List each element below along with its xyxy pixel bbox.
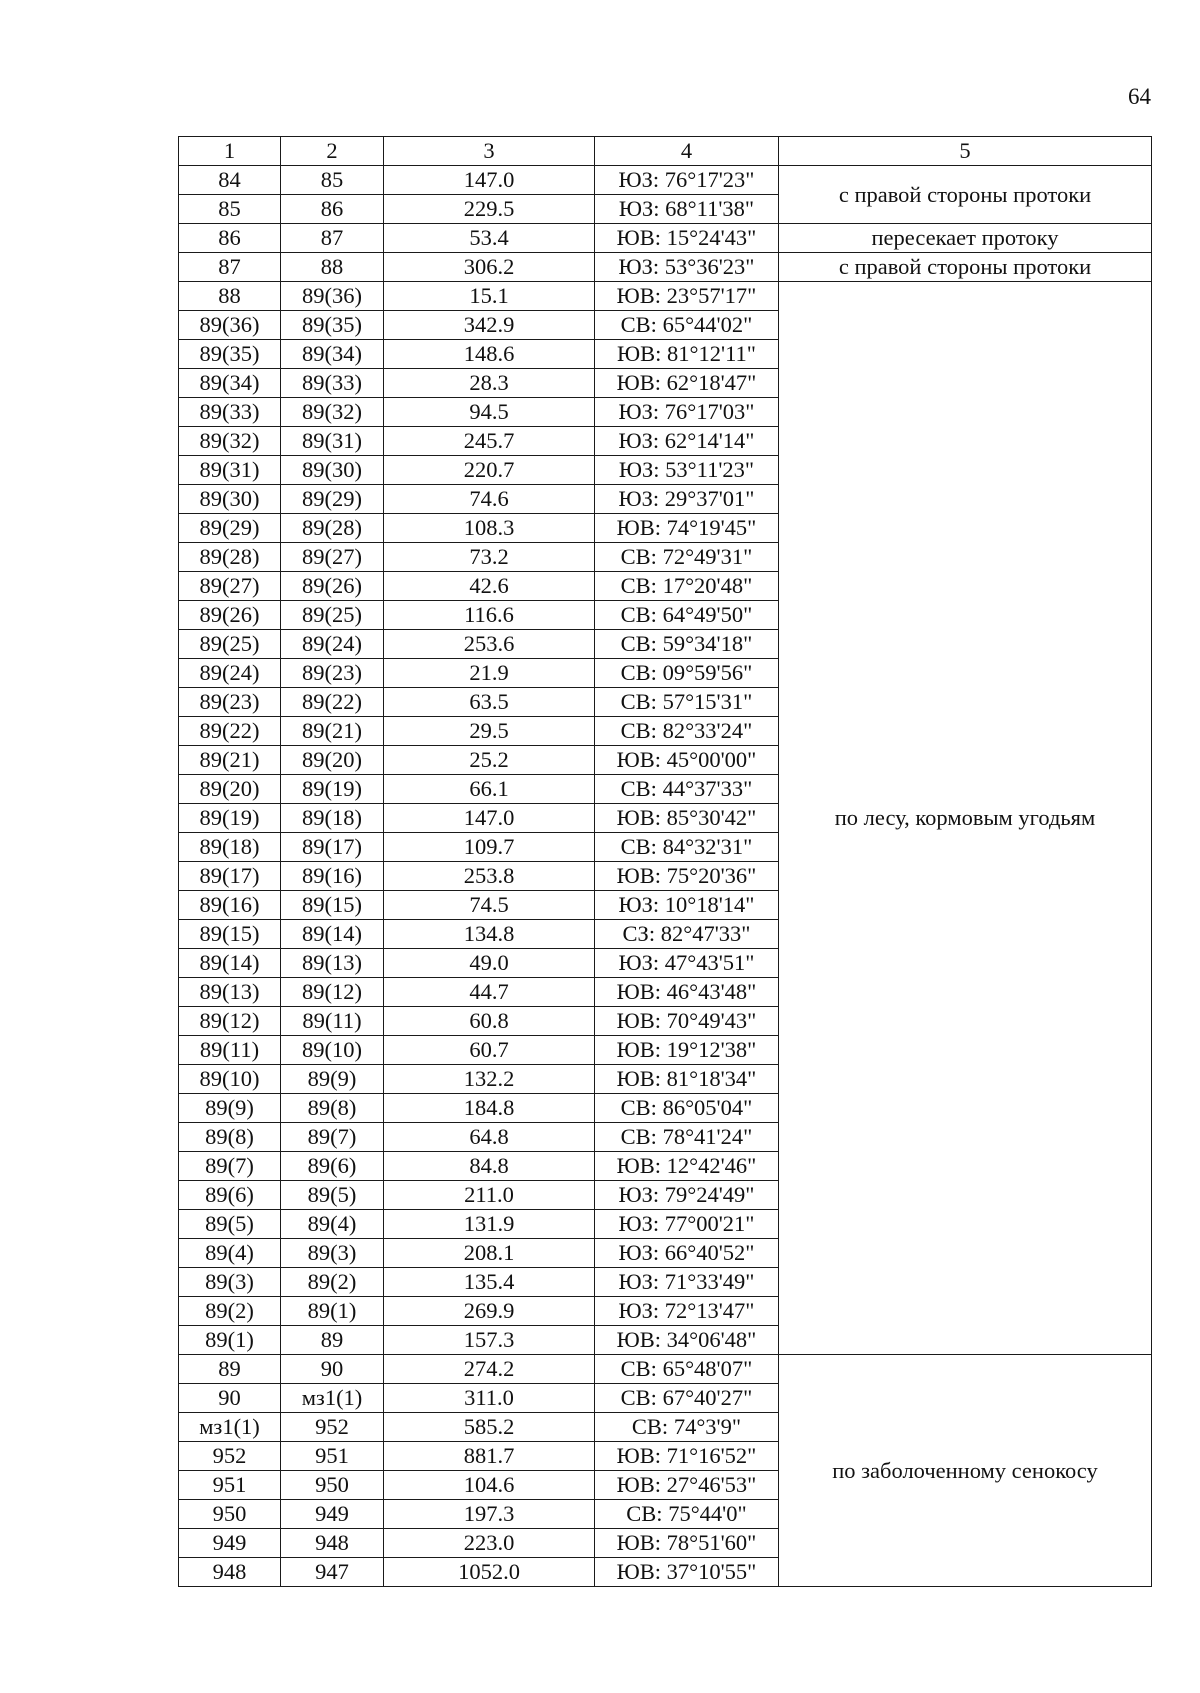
length-cell: 274.2 bbox=[384, 1355, 595, 1384]
bearing-cell: ЮВ: 74°19'45" bbox=[595, 514, 779, 543]
bearing-cell: СВ: 84°32'31" bbox=[595, 833, 779, 862]
from-point-cell: 85 bbox=[179, 195, 281, 224]
length-cell: 881.7 bbox=[384, 1442, 595, 1471]
to-point-cell: 89(8) bbox=[281, 1094, 384, 1123]
to-point-cell: 89(34) bbox=[281, 340, 384, 369]
to-point-cell: 952 bbox=[281, 1413, 384, 1442]
bearing-cell: ЮЗ: 47°43'51" bbox=[595, 949, 779, 978]
length-cell: 64.8 bbox=[384, 1123, 595, 1152]
to-point-cell: 87 bbox=[281, 224, 384, 253]
from-point-cell: 89(12) bbox=[179, 1007, 281, 1036]
bearing-cell: СВ: 59°34'18" bbox=[595, 630, 779, 659]
bearing-cell: ЮВ: 85°30'42" bbox=[595, 804, 779, 833]
length-cell: 116.6 bbox=[384, 601, 595, 630]
from-point-cell: 89(32) bbox=[179, 427, 281, 456]
bearing-cell: ЮВ: 81°12'11" bbox=[595, 340, 779, 369]
from-point-cell: 89(10) bbox=[179, 1065, 281, 1094]
length-cell: 311.0 bbox=[384, 1384, 595, 1413]
bearing-cell: СЗ: 82°47'33" bbox=[595, 920, 779, 949]
to-point-cell: 89(28) bbox=[281, 514, 384, 543]
table-row bbox=[179, 253, 1152, 282]
from-point-cell: 950 bbox=[179, 1500, 281, 1529]
bearing-cell: ЮЗ: 76°17'23" bbox=[595, 166, 779, 195]
length-cell: 74.5 bbox=[384, 891, 595, 920]
length-cell: 211.0 bbox=[384, 1181, 595, 1210]
from-point-cell: 89(9) bbox=[179, 1094, 281, 1123]
to-point-cell: 89(4) bbox=[281, 1210, 384, 1239]
bearing-cell: СВ: 86°05'04" bbox=[595, 1094, 779, 1123]
description-cell: с правой стороны протоки bbox=[779, 166, 1152, 224]
length-cell: 134.8 bbox=[384, 920, 595, 949]
to-point-cell: 89(32) bbox=[281, 398, 384, 427]
from-point-cell: 87 bbox=[179, 253, 281, 282]
bearing-cell: ЮЗ: 53°11'23" bbox=[595, 456, 779, 485]
table-row bbox=[179, 1355, 1152, 1384]
length-cell: 60.8 bbox=[384, 1007, 595, 1036]
bearing-cell: СВ: 65°44'02" bbox=[595, 311, 779, 340]
bearing-cell: ЮЗ: 29°37'01" bbox=[595, 485, 779, 514]
to-point-cell: 89(14) bbox=[281, 920, 384, 949]
bearing-cell: СВ: 67°40'27" bbox=[595, 1384, 779, 1413]
to-point-cell: 89(29) bbox=[281, 485, 384, 514]
length-cell: 147.0 bbox=[384, 166, 595, 195]
to-point-cell: 951 bbox=[281, 1442, 384, 1471]
length-cell: 109.7 bbox=[384, 833, 595, 862]
to-point-cell: 89(22) bbox=[281, 688, 384, 717]
from-point-cell: 89(24) bbox=[179, 659, 281, 688]
bearing-cell: ЮЗ: 62°14'14" bbox=[595, 427, 779, 456]
length-cell: 63.5 bbox=[384, 688, 595, 717]
from-point-cell: 89(13) bbox=[179, 978, 281, 1007]
to-point-cell: 89(1) bbox=[281, 1297, 384, 1326]
length-cell: 132.2 bbox=[384, 1065, 595, 1094]
length-cell: 60.7 bbox=[384, 1036, 595, 1065]
length-cell: 73.2 bbox=[384, 543, 595, 572]
bearing-cell: ЮВ: 27°46'53" bbox=[595, 1471, 779, 1500]
to-point-cell: 89(6) bbox=[281, 1152, 384, 1181]
from-point-cell: 952 bbox=[179, 1442, 281, 1471]
description-cell: пересекает протоку bbox=[779, 224, 1152, 253]
length-cell: 184.8 bbox=[384, 1094, 595, 1123]
length-cell: 306.2 bbox=[384, 253, 595, 282]
boundary-table bbox=[178, 136, 1152, 1587]
length-cell: 28.3 bbox=[384, 369, 595, 398]
to-point-cell: 949 bbox=[281, 1500, 384, 1529]
bearing-cell: ЮЗ: 77°00'21" bbox=[595, 1210, 779, 1239]
bearing-cell: ЮЗ: 72°13'47" bbox=[595, 1297, 779, 1326]
bearing-cell: СВ: 82°33'24" bbox=[595, 717, 779, 746]
length-cell: 585.2 bbox=[384, 1413, 595, 1442]
to-point-cell: 89(12) bbox=[281, 978, 384, 1007]
bearing-cell: ЮЗ: 71°33'49" bbox=[595, 1268, 779, 1297]
from-point-cell: 89(14) bbox=[179, 949, 281, 978]
bearing-cell: ЮЗ: 76°17'03" bbox=[595, 398, 779, 427]
from-point-cell: 951 bbox=[179, 1471, 281, 1500]
length-cell: 42.6 bbox=[384, 572, 595, 601]
header-cell: 2 bbox=[281, 137, 384, 166]
from-point-cell: 89(20) bbox=[179, 775, 281, 804]
to-point-cell: 89(19) bbox=[281, 775, 384, 804]
to-point-cell: 89(31) bbox=[281, 427, 384, 456]
length-cell: 21.9 bbox=[384, 659, 595, 688]
to-point-cell: 89(18) bbox=[281, 804, 384, 833]
length-cell: 197.3 bbox=[384, 1500, 595, 1529]
bearing-cell: ЮВ: 12°42'46" bbox=[595, 1152, 779, 1181]
from-point-cell: 89 bbox=[179, 1355, 281, 1384]
from-point-cell: 89(21) bbox=[179, 746, 281, 775]
length-cell: 74.6 bbox=[384, 485, 595, 514]
bearing-cell: СВ: 44°37'33" bbox=[595, 775, 779, 804]
to-point-cell: 89 bbox=[281, 1326, 384, 1355]
length-cell: 44.7 bbox=[384, 978, 595, 1007]
header-cell: 3 bbox=[384, 137, 595, 166]
length-cell: 245.7 bbox=[384, 427, 595, 456]
from-point-cell: 89(29) bbox=[179, 514, 281, 543]
from-point-cell: 89(34) bbox=[179, 369, 281, 398]
to-point-cell: 89(24) bbox=[281, 630, 384, 659]
to-point-cell: 89(25) bbox=[281, 601, 384, 630]
from-point-cell: 89(22) bbox=[179, 717, 281, 746]
header-cell: 5 bbox=[779, 137, 1152, 166]
bearing-cell: СВ: 57°15'31" bbox=[595, 688, 779, 717]
bearing-cell: СВ: 65°48'07" bbox=[595, 1355, 779, 1384]
bearing-cell: ЮВ: 23°57'17" bbox=[595, 282, 779, 311]
bearing-cell: ЮЗ: 68°11'38" bbox=[595, 195, 779, 224]
bearing-cell: СВ: 09°59'56" bbox=[595, 659, 779, 688]
description-cell: по заболоченному сенокосу bbox=[779, 1355, 1152, 1587]
length-cell: 49.0 bbox=[384, 949, 595, 978]
length-cell: 208.1 bbox=[384, 1239, 595, 1268]
to-point-cell: 89(36) bbox=[281, 282, 384, 311]
from-point-cell: 89(35) bbox=[179, 340, 281, 369]
from-point-cell: 89(31) bbox=[179, 456, 281, 485]
bearing-cell: ЮВ: 62°18'47" bbox=[595, 369, 779, 398]
bearing-cell: ЮВ: 81°18'34" bbox=[595, 1065, 779, 1094]
length-cell: 229.5 bbox=[384, 195, 595, 224]
header-row bbox=[179, 137, 1152, 166]
from-point-cell: 949 bbox=[179, 1529, 281, 1558]
from-point-cell: 89(3) bbox=[179, 1268, 281, 1297]
from-point-cell: 89(4) bbox=[179, 1239, 281, 1268]
to-point-cell: мз1(1) bbox=[281, 1384, 384, 1413]
to-point-cell: 89(15) bbox=[281, 891, 384, 920]
length-cell: 157.3 bbox=[384, 1326, 595, 1355]
from-point-cell: 89(11) bbox=[179, 1036, 281, 1065]
to-point-cell: 89(9) bbox=[281, 1065, 384, 1094]
from-point-cell: 89(19) bbox=[179, 804, 281, 833]
bearing-cell: ЮЗ: 79°24'49" bbox=[595, 1181, 779, 1210]
bearing-cell: ЮВ: 75°20'36" bbox=[595, 862, 779, 891]
to-point-cell: 89(20) bbox=[281, 746, 384, 775]
table-row bbox=[179, 224, 1152, 253]
bearing-cell: СВ: 74°3'9" bbox=[595, 1413, 779, 1442]
length-cell: 135.4 bbox=[384, 1268, 595, 1297]
from-point-cell: 89(33) bbox=[179, 398, 281, 427]
to-point-cell: 89(10) bbox=[281, 1036, 384, 1065]
to-point-cell: 89(30) bbox=[281, 456, 384, 485]
bearing-cell: ЮЗ: 53°36'23" bbox=[595, 253, 779, 282]
from-point-cell: 89(30) bbox=[179, 485, 281, 514]
to-point-cell: 89(2) bbox=[281, 1268, 384, 1297]
length-cell: 53.4 bbox=[384, 224, 595, 253]
length-cell: 147.0 bbox=[384, 804, 595, 833]
to-point-cell: 89(17) bbox=[281, 833, 384, 862]
length-cell: 223.0 bbox=[384, 1529, 595, 1558]
from-point-cell: 948 bbox=[179, 1558, 281, 1587]
to-point-cell: 89(26) bbox=[281, 572, 384, 601]
from-point-cell: 89(27) bbox=[179, 572, 281, 601]
from-point-cell: 89(36) bbox=[179, 311, 281, 340]
to-point-cell: 89(35) bbox=[281, 311, 384, 340]
from-point-cell: 90 bbox=[179, 1384, 281, 1413]
from-point-cell: 89(23) bbox=[179, 688, 281, 717]
length-cell: 1052.0 bbox=[384, 1558, 595, 1587]
to-point-cell: 89(7) bbox=[281, 1123, 384, 1152]
to-point-cell: 89(33) bbox=[281, 369, 384, 398]
to-point-cell: 86 bbox=[281, 195, 384, 224]
from-point-cell: 89(17) bbox=[179, 862, 281, 891]
page-number: 64 bbox=[1128, 84, 1151, 109]
from-point-cell: 89(7) bbox=[179, 1152, 281, 1181]
from-point-cell: 84 bbox=[179, 166, 281, 195]
to-point-cell: 89(16) bbox=[281, 862, 384, 891]
to-point-cell: 89(11) bbox=[281, 1007, 384, 1036]
bearing-cell: ЮВ: 15°24'43" bbox=[595, 224, 779, 253]
to-point-cell: 950 bbox=[281, 1471, 384, 1500]
to-point-cell: 85 bbox=[281, 166, 384, 195]
bearing-cell: СВ: 64°49'50" bbox=[595, 601, 779, 630]
from-point-cell: 89(25) bbox=[179, 630, 281, 659]
from-point-cell: мз1(1) bbox=[179, 1413, 281, 1442]
to-point-cell: 89(21) bbox=[281, 717, 384, 746]
from-point-cell: 89(28) bbox=[179, 543, 281, 572]
to-point-cell: 89(23) bbox=[281, 659, 384, 688]
from-point-cell: 89(18) bbox=[179, 833, 281, 862]
length-cell: 131.9 bbox=[384, 1210, 595, 1239]
bearing-cell: ЮВ: 70°49'43" bbox=[595, 1007, 779, 1036]
bearing-cell: ЮВ: 19°12'38" bbox=[595, 1036, 779, 1065]
length-cell: 253.6 bbox=[384, 630, 595, 659]
from-point-cell: 89(2) bbox=[179, 1297, 281, 1326]
table-row bbox=[179, 282, 1152, 311]
to-point-cell: 90 bbox=[281, 1355, 384, 1384]
header-cell: 4 bbox=[595, 137, 779, 166]
bearing-cell: ЮВ: 78°51'60" bbox=[595, 1529, 779, 1558]
from-point-cell: 86 bbox=[179, 224, 281, 253]
bearing-cell: ЮВ: 45°00'00" bbox=[595, 746, 779, 775]
length-cell: 253.8 bbox=[384, 862, 595, 891]
to-point-cell: 88 bbox=[281, 253, 384, 282]
bearing-cell: ЮВ: 34°06'48" bbox=[595, 1326, 779, 1355]
bearing-cell: ЮВ: 71°16'52" bbox=[595, 1442, 779, 1471]
bearing-cell: СВ: 78°41'24" bbox=[595, 1123, 779, 1152]
length-cell: 84.8 bbox=[384, 1152, 595, 1181]
to-point-cell: 948 bbox=[281, 1529, 384, 1558]
description-cell: с правой стороны протоки bbox=[779, 253, 1152, 282]
length-cell: 25.2 bbox=[384, 746, 595, 775]
length-cell: 66.1 bbox=[384, 775, 595, 804]
bearing-cell: ЮВ: 46°43'48" bbox=[595, 978, 779, 1007]
bearing-cell: ЮЗ: 66°40'52" bbox=[595, 1239, 779, 1268]
description-cell: по лесу, кормовым угодьям bbox=[779, 282, 1152, 1355]
to-point-cell: 89(5) bbox=[281, 1181, 384, 1210]
table-row bbox=[179, 166, 1152, 195]
length-cell: 15.1 bbox=[384, 282, 595, 311]
bearing-cell: ЮЗ: 10°18'14" bbox=[595, 891, 779, 920]
length-cell: 104.6 bbox=[384, 1471, 595, 1500]
to-point-cell: 89(3) bbox=[281, 1239, 384, 1268]
bearing-cell: СВ: 75°44'0" bbox=[595, 1500, 779, 1529]
from-point-cell: 89(8) bbox=[179, 1123, 281, 1152]
from-point-cell: 89(6) bbox=[179, 1181, 281, 1210]
to-point-cell: 89(13) bbox=[281, 949, 384, 978]
length-cell: 94.5 bbox=[384, 398, 595, 427]
from-point-cell: 89(26) bbox=[179, 601, 281, 630]
length-cell: 108.3 bbox=[384, 514, 595, 543]
bearing-cell: СВ: 17°20'48" bbox=[595, 572, 779, 601]
from-point-cell: 89(16) bbox=[179, 891, 281, 920]
length-cell: 148.6 bbox=[384, 340, 595, 369]
length-cell: 269.9 bbox=[384, 1297, 595, 1326]
length-cell: 29.5 bbox=[384, 717, 595, 746]
header-cell: 1 bbox=[179, 137, 281, 166]
from-point-cell: 89(15) bbox=[179, 920, 281, 949]
to-point-cell: 89(27) bbox=[281, 543, 384, 572]
to-point-cell: 947 bbox=[281, 1558, 384, 1587]
from-point-cell: 89(1) bbox=[179, 1326, 281, 1355]
length-cell: 220.7 bbox=[384, 456, 595, 485]
length-cell: 342.9 bbox=[384, 311, 595, 340]
from-point-cell: 88 bbox=[179, 282, 281, 311]
from-point-cell: 89(5) bbox=[179, 1210, 281, 1239]
bearing-cell: СВ: 72°49'31" bbox=[595, 543, 779, 572]
bearing-cell: ЮВ: 37°10'55" bbox=[595, 1558, 779, 1587]
